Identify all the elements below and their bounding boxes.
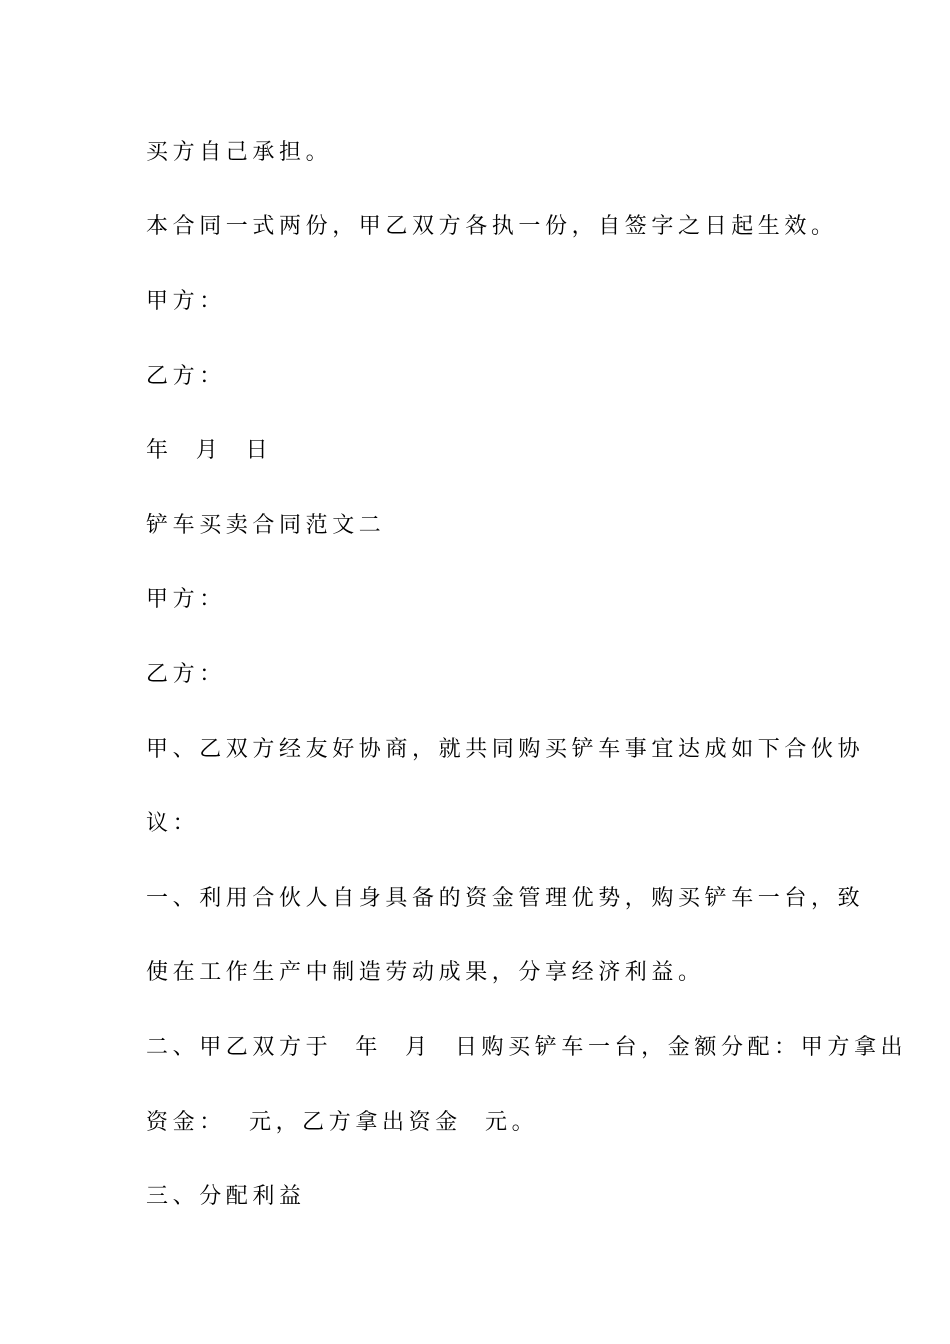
clause-1: 一、利用合伙人自身具备的资金管理优势，购买铲车一台，致 [146,886,865,911]
clause-2-cont: 资金： 元，乙方拿出资金 元。 [146,1110,539,1135]
text-line-intro-cont: 议： [146,811,200,836]
party-b-label: 乙方： [146,662,226,687]
clause-1-cont: 使在工作生产中制造劳动成果，分享经济利益。 [146,960,705,985]
text-line-intro: 甲、乙双方经友好协商，就共同购买铲车事宜达成如下合伙协 [146,737,865,762]
section-heading: 铲车买卖合同范文二 [146,513,386,538]
signature-date-line: 年 月 日 [146,438,273,463]
party-a-label: 甲方： [146,587,226,612]
clause-3: 三、分配利益 [146,1184,306,1209]
signature-party-b-label: 乙方： [146,364,226,389]
clause-2: 二、甲乙双方于 年 月 日购买铲车一台，金额分配：甲方拿出 [146,1035,908,1060]
text-line-2: 本合同一式两份，甲乙双方各执一份，自签字之日起生效。 [146,214,838,239]
signature-party-a-label: 甲方： [146,289,226,314]
text-line-1: 买方自己承担。 [146,140,333,165]
